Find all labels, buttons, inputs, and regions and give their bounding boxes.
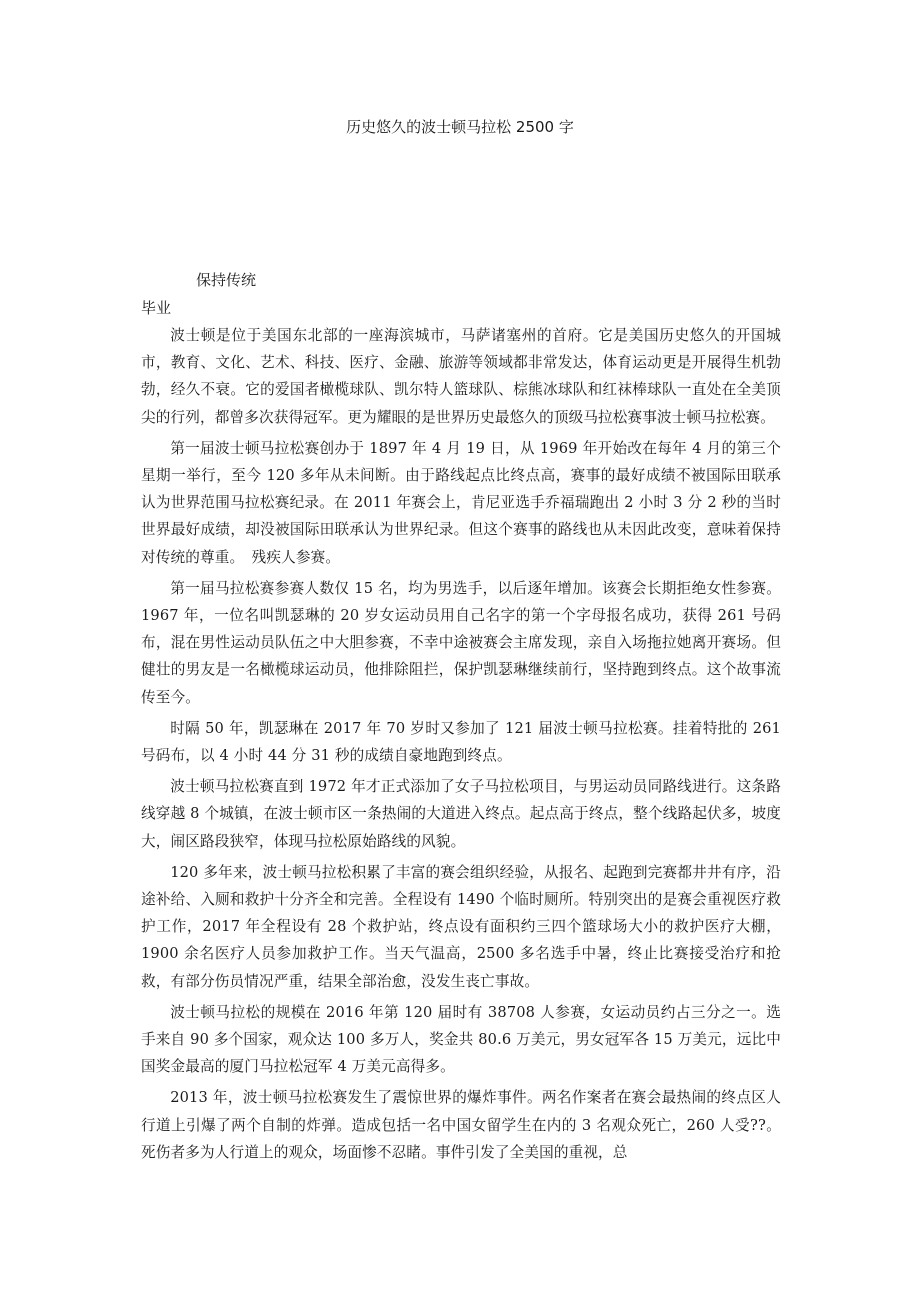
paragraph: 第一届马拉松赛参赛人数仅 15 名，均为男选手，以后逐年增加。该赛会长期拒绝女性参赛。1967 年，一位名叫凯瑟琳的 20 岁女运动员用自己名字的第一个字母报名成功，获得 261 号码布，混在男性运动员队伍之中大胆参赛，不幸中途被赛会主席发现，亲自入场拖拉她离开赛场。但健壮的男友是一名橄榄球运动员，他排除阻拦，保护凯瑟琳继续前行，坚持跑到终点。这个故事流传至今。: [141, 579, 781, 706]
paragraph: 2013 年，波士顿马拉松赛发生了震惊世界的爆炸事件。两名作案者在赛会最热闹的终点区人行道上引爆了两个自制的炸弹。造成包括一名中国女留学生在内的 3 名观众死亡，260 人受??。死伤者多为人行道上的观众，场面惨不忍睹。事件引发了全美国的重视，总: [141, 1089, 781, 1161]
section-heading: 保持传统: [196, 271, 257, 289]
paragraph: 波士顿是位于美国东北部的一座海滨城市，马萨诸塞州的首府。它是美国历史悠久的开国城市，教育、文化、艺术、科技、医疗、金融、旅游等领域都非常发达，体育运动更是开展得生机勃勃，经久不衰。它的爱国者橄榄球队、凯尔特人篮球队、棕熊冰球队和红袜棒球队一直处在全美顶尖的行列，都曾多次获得冠军。更为耀眼的是世界历史最悠久的顶级马拉松赛事波士顿马拉松赛。: [141, 327, 781, 426]
paragraph: 波士顿马拉松赛直到 1972 年才正式添加了女子马拉松项目，与男运动员同路线进行。这条路线穿越 8 个城镇，在波士顿市区一条热闹的大道进入终点。起点高于终点，整个线路起伏多，坡度大，闹区路段狭窄，体现马拉松原始路线的风貌。: [141, 778, 781, 850]
document-title: 历史悠久的波士顿马拉松 2500 字: [346, 118, 574, 136]
paragraph: 时隔 50 年，凯瑟琳在 2017 年 70 岁时又参加了 121 届波士顿马拉松赛。挂着特批的 261 号码布，以 4 小时 44 分 31 秒的成绩自豪地跑到终点。: [141, 719, 781, 765]
paragraph: 第一届波士顿马拉松赛创办于 1897 年 4 月 19 日，从 1969 年开始改在每年 4 月的第三个星期一举行，至今 120 多年从未间断。由于路线起点比终点高，赛事的最好成绩不被国际田联承认为世界范围马拉松赛纪录。在 2011 年赛会上，肯尼亚选手乔福瑞跑出 2 小时 3 分 2 秒的当时世界最好成绩，却没被国际田联承认为世界纪录。但这个赛事的路线也从未因此改变，意味着保持对传统的尊重。 残疾人参赛。: [141, 439, 781, 566]
paragraph: 120 多年来，波士顿马拉松积累了丰富的赛会组织经验，从报名、起跑到完赛都井井有序，沿途补给、入厕和救护十分齐全和完善。全程设有 1490 个临时厕所。特别突出的是赛会重视医疗救护工作，2017 年全程设有 28 个救护站，终点设有面积约三四个篮球场大小的救护医疗大棚，1900 余名医疗人员参加救护工作。当天气温高，2500 多名选手中暑，终止比赛接受治疗和抢救，有部分伤员情况严重，结果全部治愈，没发生丧亡事故。: [141, 863, 781, 990]
subtitle: 毕业: [141, 299, 172, 317]
paragraph: 波士顿马拉松的规模在 2016 年第 120 届时有 38708 人参赛，女运动员约占三分之一。选手来自 90 多个国家，观众达 100 多万人，奖金共 80.6 万美元，男女冠军各 15 万美元，远比中国奖金最高的厦门马拉松冠军 4 万美元高得多。: [141, 1003, 781, 1076]
body-text: [141, 322, 781, 1170]
